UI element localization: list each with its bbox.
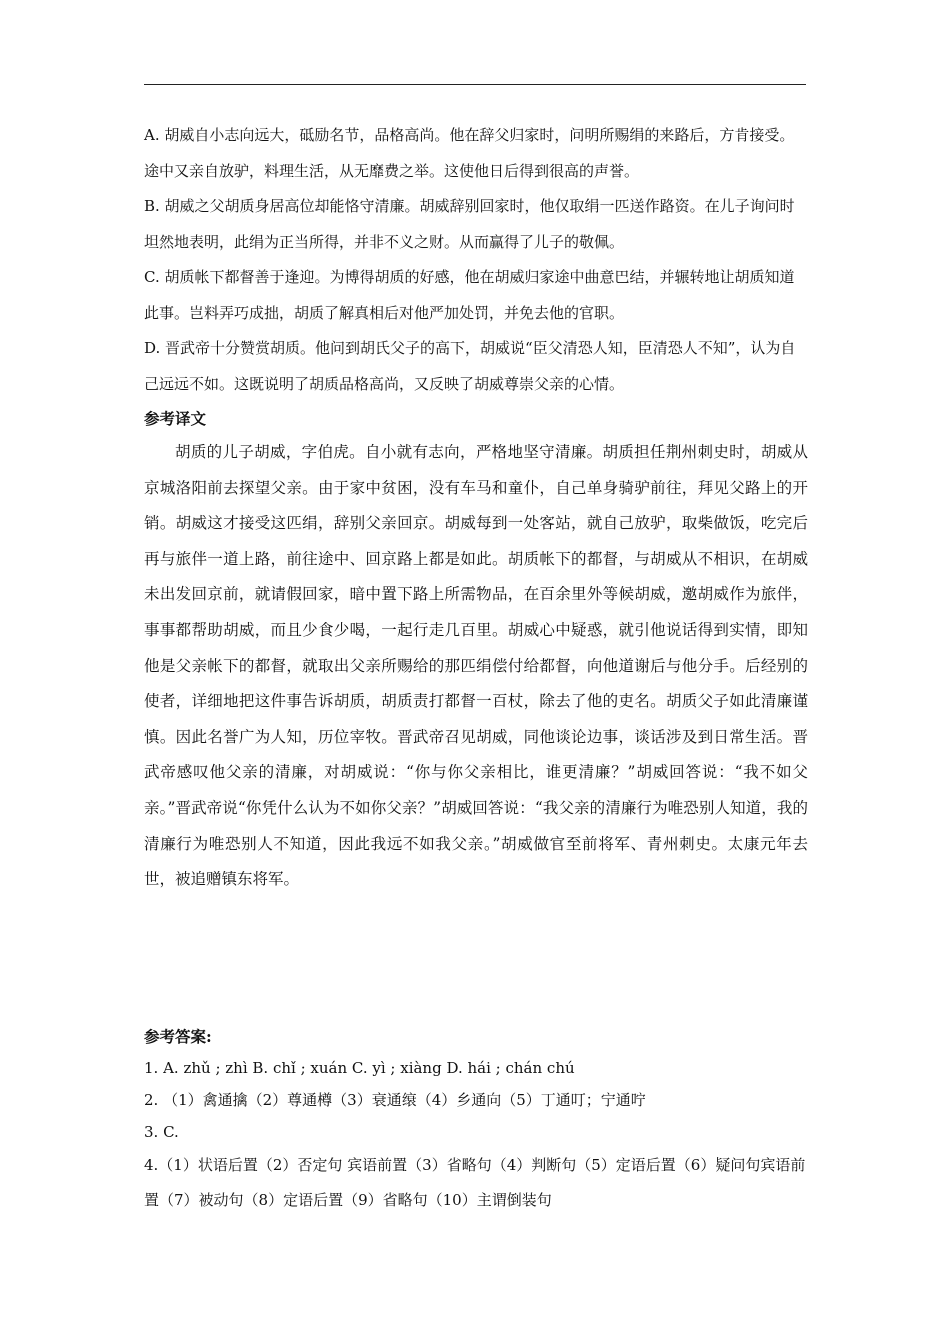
page-body [144, 118, 808, 898]
answer-item-4: 4.（1）状语后置（2）否定句 宾语前置（3）省略句（4）判断句（5）定语后置（6）疑问句宾语前置（7）被动句（8）定语后置（9）省略句（10）主谓倒装句 [144, 1156, 806, 1209]
translation-title: 参考译文 [144, 409, 207, 428]
header-rule [144, 84, 806, 85]
answers-section [144, 1022, 808, 1218]
answer-item-2: 2. （1）禽通擒（2）尊通樽（3）衰通缞（4）乡通向（5）丁通叮；宁通咛 [144, 1091, 646, 1109]
answer-options [144, 118, 808, 402]
answer-item-3: 3. C. [144, 1123, 179, 1141]
answer-item-1: 1. A. zhǔ ; zhì B. chǐ ; xuán C. yì ; xiàng D. hái ; chán chú [144, 1059, 575, 1077]
answers-title: 参考答案: [144, 1027, 212, 1046]
option-d: D. 晋武帝十分赞赏胡质。他问到胡氏父子的高下，胡威说“臣父清恐人知，臣清恐人不知”，认为自己远远不如。这既说明了胡质品格高尚，又反映了胡威尊崇父亲的心情。 [144, 339, 796, 393]
option-c: C. 胡质帐下都督善于逢迎。为博得胡质的好感，他在胡威归家途中曲意巴结，并辗转地让胡质知道此事。岂料弄巧成拙，胡质了解真相后对他严加处罚，并免去他的官职。 [144, 268, 795, 322]
option-b: B. 胡威之父胡质身居高位却能恪守清廉。胡威辞别回家时，他仅取绢一匹送作路资。在儿子询问时坦然地表明，此绢为正当所得，并非不义之财。从而赢得了儿子的敬佩。 [144, 197, 795, 251]
translation-text: 胡质的儿子胡威，字伯虎。自小就有志向，严格地坚守清廉。胡质担任荆州刺史时，胡威从京城洛阳前去探望父亲。由于家中贫困，没有车马和童仆，自己单身骑驴前往，拜见父路上的开销。胡威这才接受这匹绢，辞别父亲回京。胡威每到一处客站，就自己放驴，取柴做饭，吃完后再与旅伴一道上路，前往途中、回京路上都是如此。胡质帐下的都督，与胡威从不相识，在胡威未出发回京前，就请假回家，暗中置下路上所需物品，在百余里外等候胡威，邀胡威作为旅伴，事事都帮助胡威，而且少食少喝，一起行走几百里。胡威心中疑惑，就引他说话得到实情，即知他是父亲帐下的都督，就取出父亲所赐给的那匹绢偿付给都督，向他道谢后与他分手。后经别的使者，详细地把这件事告诉胡质，胡质责打都督一百杖，除去了他的吏名。胡质父子如此清廉谨慎。因此名誉广为人知，历位宰牧。晋武帝召见胡威，同他谈论边事，谈话涉及到日常生活。晋武帝感叹他父亲的清廉，对胡威说：“你与你父亲相比，谁更清廉？”胡威回答说：“我不如父亲。”晋武帝说“你凭什么认为不如你父亲？”胡威回答说：“我父亲的清廉行为唯恐别人知道，我的清廉行为唯恐别人不知道，因此我远不如我父亲。”胡威做官至前将军、青州刺史。太康元年去世，被追赠镇东将军。 [144, 443, 808, 889]
option-a: A. 胡威自小志向远大，砥励名节，品格高尚。他在辞父归家时，问明所赐绢的来路后，方肯接受。途中又亲自放驴，料理生活，从无靡费之举。这使他日后得到很高的声誉。 [144, 126, 795, 180]
